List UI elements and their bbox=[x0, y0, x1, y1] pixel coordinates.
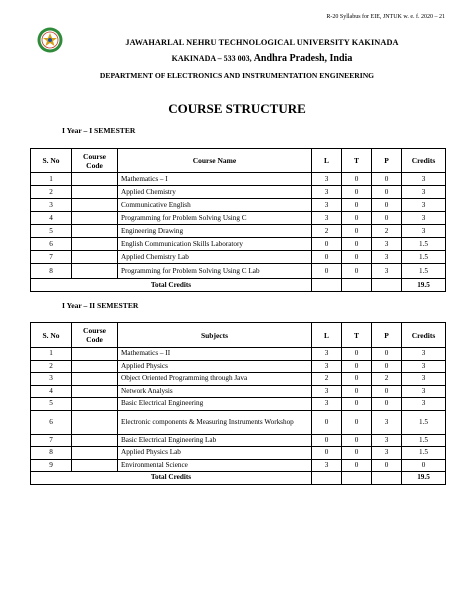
course-name-cell: Communicative English bbox=[118, 199, 312, 212]
code-cell bbox=[72, 410, 118, 434]
code-cell bbox=[72, 447, 118, 460]
t-cell: 0 bbox=[342, 251, 372, 264]
sno-cell: 2 bbox=[31, 360, 72, 373]
p-cell: 0 bbox=[372, 348, 402, 361]
t-cell: 0 bbox=[342, 447, 372, 460]
col-credits: Credits bbox=[402, 323, 446, 348]
code-cell bbox=[72, 186, 118, 199]
l-cell: 3 bbox=[312, 360, 342, 373]
code-cell bbox=[72, 264, 118, 279]
l-cell: 3 bbox=[312, 459, 342, 472]
sno-cell: 7 bbox=[31, 251, 72, 264]
total-l-cell bbox=[312, 279, 342, 292]
table-row bbox=[31, 373, 446, 386]
t-cell: 0 bbox=[342, 173, 372, 186]
total-t-cell bbox=[342, 472, 372, 485]
col-sno: S. No bbox=[31, 149, 72, 173]
credits-cell: 3 bbox=[402, 398, 446, 411]
sno-cell: 3 bbox=[31, 373, 72, 386]
l-cell: 2 bbox=[312, 225, 342, 238]
table-row bbox=[31, 360, 446, 373]
sno-cell: 4 bbox=[31, 212, 72, 225]
total-credits-value: 19.5 bbox=[402, 472, 446, 485]
col-l: L bbox=[312, 149, 342, 173]
table-row bbox=[31, 398, 446, 411]
course-name-cell: Applied Chemistry Lab bbox=[118, 251, 312, 264]
col-course-code: Course Code bbox=[72, 323, 118, 348]
table-row bbox=[31, 447, 446, 460]
p-cell: 0 bbox=[372, 360, 402, 373]
table-row bbox=[31, 264, 446, 279]
l-cell: 3 bbox=[312, 186, 342, 199]
p-cell: 3 bbox=[372, 264, 402, 279]
t-cell: 0 bbox=[342, 212, 372, 225]
total-row bbox=[31, 472, 446, 485]
total-row bbox=[31, 279, 446, 292]
p-cell: 0 bbox=[372, 212, 402, 225]
credits-cell: 1.5 bbox=[402, 238, 446, 251]
university-name: JAWAHARLAL NEHRU TECHNOLOGICAL UNIVERSITY KAKINADA bbox=[125, 38, 399, 47]
t-cell: 0 bbox=[342, 264, 372, 279]
p-cell: 0 bbox=[372, 186, 402, 199]
course-name-cell: Applied Chemistry bbox=[118, 186, 312, 199]
table-row bbox=[31, 225, 446, 238]
course-name-cell: Programming for Problem Solving Using C Lab bbox=[118, 264, 312, 279]
university-logo-icon bbox=[37, 27, 63, 53]
l-cell: 2 bbox=[312, 373, 342, 386]
credits-cell: 1.5 bbox=[402, 447, 446, 460]
address-state: Andhra Pradesh, India bbox=[253, 53, 353, 64]
credits-cell: 3 bbox=[402, 186, 446, 199]
code-cell bbox=[72, 459, 118, 472]
course-name-cell: Programming for Problem Solving Using C bbox=[118, 212, 312, 225]
subject-name-cell: Mathematics – II bbox=[118, 348, 312, 361]
sno-cell: 2 bbox=[31, 186, 72, 199]
t-cell: 0 bbox=[342, 360, 372, 373]
l-cell: 3 bbox=[312, 199, 342, 212]
address-city: KAKINADA – 533 003, bbox=[171, 54, 254, 63]
sno-cell: 8 bbox=[31, 447, 72, 460]
code-cell bbox=[72, 373, 118, 386]
table-row bbox=[31, 199, 446, 212]
table-row bbox=[31, 348, 446, 361]
code-cell bbox=[72, 251, 118, 264]
col-subjects: Subjects bbox=[118, 323, 312, 348]
page-reference: R-20 Syllabus for EIE, JNTUK w. e. f. 2020 – 21 bbox=[326, 14, 445, 20]
p-cell: 3 bbox=[372, 410, 402, 434]
total-credits-label: Total Credits bbox=[31, 472, 312, 485]
subject-name-cell: Object Oriented Programming through Java bbox=[118, 373, 312, 386]
l-cell: 3 bbox=[312, 398, 342, 411]
total-credits-value: 19.5 bbox=[402, 279, 446, 292]
subject-name-cell: Environmental Science bbox=[118, 459, 312, 472]
semester-2-heading: I Year – II SEMESTER bbox=[62, 301, 139, 310]
col-t: T bbox=[342, 149, 372, 173]
l-cell: 0 bbox=[312, 434, 342, 447]
total-p-cell bbox=[372, 472, 402, 485]
credits-cell: 3 bbox=[402, 385, 446, 398]
p-cell: 2 bbox=[372, 225, 402, 238]
col-sno: S. No bbox=[31, 323, 72, 348]
credits-cell: 3 bbox=[402, 373, 446, 386]
code-cell bbox=[72, 173, 118, 186]
subject-name-cell: Network Analysis bbox=[118, 385, 312, 398]
sno-cell: 7 bbox=[31, 434, 72, 447]
credits-cell: 1.5 bbox=[402, 264, 446, 279]
subject-name-cell: Basic Electrical Engineering bbox=[118, 398, 312, 411]
l-cell: 3 bbox=[312, 212, 342, 225]
t-cell: 0 bbox=[342, 225, 372, 238]
table-row bbox=[31, 410, 446, 434]
subject-name-cell: Applied Physics Lab bbox=[118, 447, 312, 460]
credits-cell: 3 bbox=[402, 199, 446, 212]
l-cell: 3 bbox=[312, 385, 342, 398]
t-cell: 0 bbox=[342, 434, 372, 447]
page-title: COURSE STRUCTURE bbox=[168, 101, 306, 116]
code-cell bbox=[72, 225, 118, 238]
table-row bbox=[31, 434, 446, 447]
course-name-cell: Engineering Drawing bbox=[118, 225, 312, 238]
l-cell: 3 bbox=[312, 348, 342, 361]
col-course-name: Course Name bbox=[118, 149, 312, 173]
total-p-cell bbox=[372, 279, 402, 292]
department-name: DEPARTMENT OF ELECTRONICS AND INSTRUMENTATION ENGINEERING bbox=[99, 71, 375, 80]
credits-cell: 3 bbox=[402, 225, 446, 238]
sno-cell: 4 bbox=[31, 385, 72, 398]
p-cell: 3 bbox=[372, 434, 402, 447]
t-cell: 0 bbox=[342, 348, 372, 361]
l-cell: 3 bbox=[312, 173, 342, 186]
table-row bbox=[31, 459, 446, 472]
table-row bbox=[31, 186, 446, 199]
sno-cell: 3 bbox=[31, 199, 72, 212]
p-cell: 0 bbox=[372, 459, 402, 472]
table-row bbox=[31, 251, 446, 264]
sno-cell: 1 bbox=[31, 173, 72, 186]
t-cell: 0 bbox=[342, 410, 372, 434]
table-row bbox=[31, 238, 446, 251]
col-course-code: Course Code bbox=[72, 149, 118, 173]
course-name-cell: English Communication Skills Laboratory bbox=[118, 238, 312, 251]
course-name-cell: Mathematics – I bbox=[118, 173, 312, 186]
l-cell: 0 bbox=[312, 410, 342, 434]
semester-2-table bbox=[30, 322, 446, 485]
p-cell: 2 bbox=[372, 373, 402, 386]
credits-cell: 3 bbox=[402, 173, 446, 186]
sno-cell: 6 bbox=[31, 238, 72, 251]
col-l: L bbox=[312, 323, 342, 348]
code-cell bbox=[72, 348, 118, 361]
col-p: P bbox=[372, 149, 402, 173]
code-cell bbox=[72, 199, 118, 212]
credits-cell: 1.5 bbox=[402, 410, 446, 434]
sno-cell: 8 bbox=[31, 264, 72, 279]
col-p: P bbox=[372, 323, 402, 348]
p-cell: 0 bbox=[372, 398, 402, 411]
p-cell: 3 bbox=[372, 251, 402, 264]
l-cell: 0 bbox=[312, 264, 342, 279]
subject-name-cell: Applied Physics bbox=[118, 360, 312, 373]
t-cell: 0 bbox=[342, 373, 372, 386]
credits-cell: 0 bbox=[402, 459, 446, 472]
l-cell: 0 bbox=[312, 251, 342, 264]
total-credits-label: Total Credits bbox=[31, 279, 312, 292]
l-cell: 0 bbox=[312, 447, 342, 460]
code-cell bbox=[72, 385, 118, 398]
p-cell: 3 bbox=[372, 447, 402, 460]
l-cell: 0 bbox=[312, 238, 342, 251]
credits-cell: 3 bbox=[402, 360, 446, 373]
credits-cell: 3 bbox=[402, 348, 446, 361]
p-cell: 0 bbox=[372, 173, 402, 186]
sno-cell: 5 bbox=[31, 398, 72, 411]
t-cell: 0 bbox=[342, 385, 372, 398]
p-cell: 0 bbox=[372, 385, 402, 398]
sno-cell: 6 bbox=[31, 410, 72, 434]
code-cell bbox=[72, 212, 118, 225]
code-cell bbox=[72, 434, 118, 447]
semester-1-table bbox=[30, 148, 446, 292]
col-credits: Credits bbox=[402, 149, 446, 173]
code-cell bbox=[72, 398, 118, 411]
p-cell: 3 bbox=[372, 238, 402, 251]
t-cell: 0 bbox=[342, 186, 372, 199]
code-cell bbox=[72, 238, 118, 251]
subject-name-cell: Electronic components & Measuring Instruments Workshop bbox=[118, 410, 312, 434]
credits-cell: 3 bbox=[402, 212, 446, 225]
t-cell: 0 bbox=[342, 398, 372, 411]
table-row bbox=[31, 212, 446, 225]
semester-1-heading: I Year – I SEMESTER bbox=[62, 126, 136, 135]
sno-cell: 9 bbox=[31, 459, 72, 472]
t-cell: 0 bbox=[342, 238, 372, 251]
table-row bbox=[31, 173, 446, 186]
code-cell bbox=[72, 360, 118, 373]
sno-cell: 5 bbox=[31, 225, 72, 238]
credits-cell: 1.5 bbox=[402, 434, 446, 447]
university-address bbox=[64, 53, 460, 64]
credits-cell: 1.5 bbox=[402, 251, 446, 264]
p-cell: 0 bbox=[372, 199, 402, 212]
t-cell: 0 bbox=[342, 199, 372, 212]
table-row bbox=[31, 385, 446, 398]
col-t: T bbox=[342, 323, 372, 348]
total-l-cell bbox=[312, 472, 342, 485]
table-header-row bbox=[31, 149, 446, 173]
total-t-cell bbox=[342, 279, 372, 292]
table-header-row bbox=[31, 323, 446, 348]
sno-cell: 1 bbox=[31, 348, 72, 361]
subject-name-cell: Basic Electrical Engineering Lab bbox=[118, 434, 312, 447]
t-cell: 0 bbox=[342, 459, 372, 472]
